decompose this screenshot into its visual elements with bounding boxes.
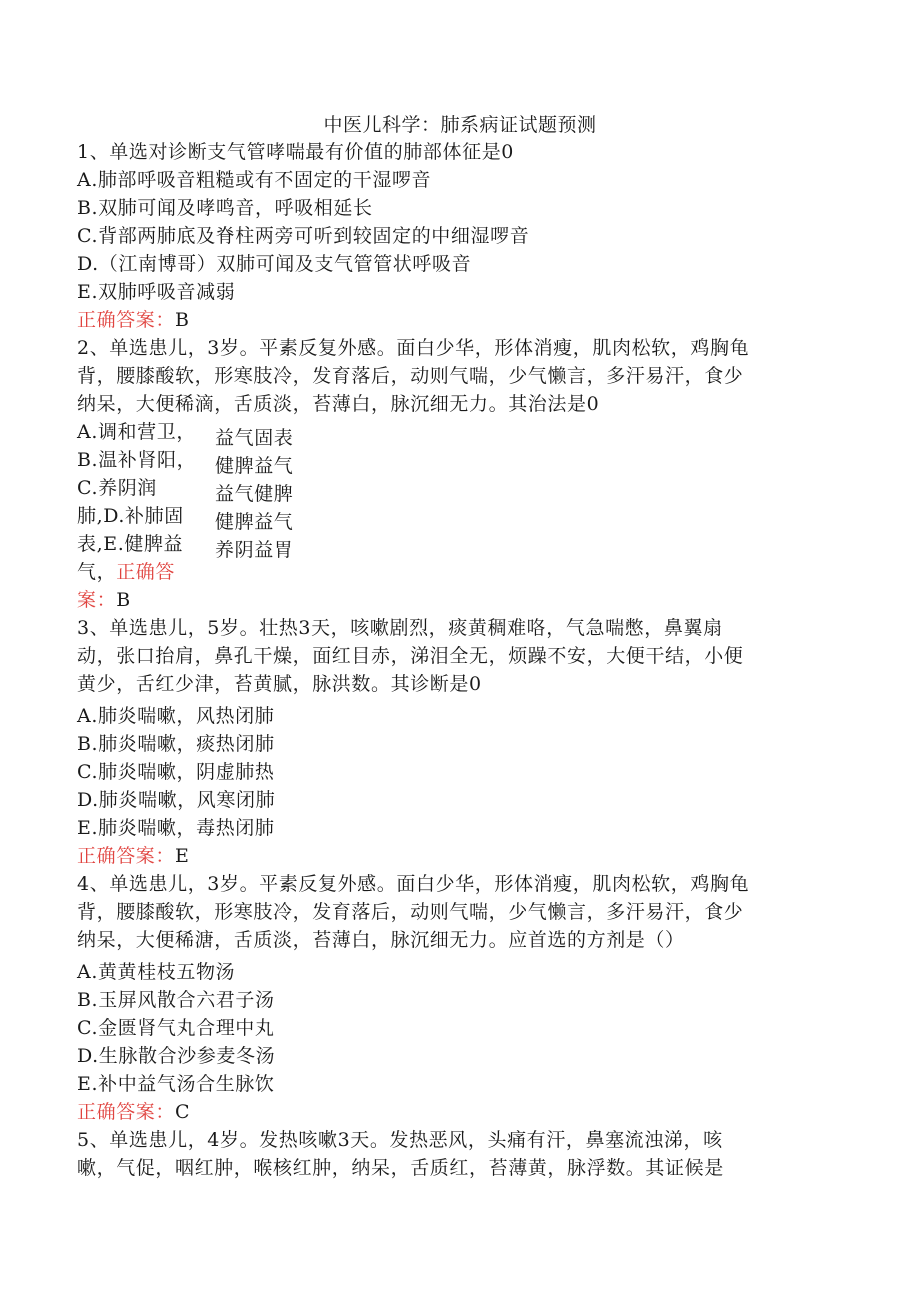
answer-label: 正确答案： bbox=[77, 845, 176, 867]
question-3-option-a: A.肺炎喘嗽，风热闭肺 bbox=[77, 705, 275, 727]
question-4-stem-line-3: 纳呆，大便稀溏，舌质淡，苔薄白，脉沉细无力。应首选的方剂是（） bbox=[77, 929, 685, 951]
question-4-option-a: A.黄黄桂枝五物汤 bbox=[77, 961, 236, 983]
question-3-stem-line-2: 动，张口抬肩，鼻孔干燥，面红目赤，涕泪全无，烦躁不安，大便干结，小便 bbox=[77, 645, 744, 667]
question-2-left-line-4: 肺,D.补肺固 bbox=[77, 505, 184, 527]
question-1-option-a: A.肺部呼吸音粗糙或有不固定的干湿啰音 bbox=[77, 169, 432, 191]
question-2-right-line-2: 健脾益气 bbox=[215, 455, 294, 477]
question-5-stem-line-2: 嗽，气促，咽红肿，喉核红肿，纳呆，舌质红，苔薄黄，脉浮数。其证候是 bbox=[77, 1157, 724, 1179]
answer-label-part-2: 案： bbox=[77, 589, 117, 611]
question-3-option-c: C.肺炎喘嗽，阴虚肺热 bbox=[77, 761, 275, 783]
question-1-option-b: B.双肺可闻及哮鸣音，呼吸相延长 bbox=[77, 197, 373, 219]
question-3-option-b: B.肺炎喘嗽，痰热闭肺 bbox=[77, 733, 275, 755]
question-3-option-e: E.肺炎喘嗽，毒热闭肺 bbox=[77, 817, 275, 839]
question-3-answer bbox=[77, 842, 190, 870]
question-3-stem-line-3: 黄少，舌红少津，苔黄腻，脉洪数。其诊断是0 bbox=[77, 673, 482, 695]
question-4-option-b: B.玉屏风散合六君子汤 bbox=[77, 989, 275, 1011]
question-1-option-d: D.（江南博哥）双肺可闻及支气管管状呼吸音 bbox=[77, 253, 472, 275]
question-2-left-line-6 bbox=[77, 558, 175, 586]
answer-value: B bbox=[116, 589, 131, 611]
question-1-option-e: E.双肺呼吸音减弱 bbox=[77, 281, 236, 303]
answer-label: 正确答案： bbox=[77, 1101, 176, 1123]
question-4-option-e: E.补中益气汤合生脉饮 bbox=[77, 1073, 275, 1095]
answer-value: B bbox=[175, 309, 190, 331]
question-2-left-line-3: C.养阴润 bbox=[77, 477, 157, 499]
question-2-stem-line-1: 2、单选患儿，3岁。平素反复外感。面白少华，形体消瘦，肌肉松软，鸡胸龟 bbox=[77, 337, 750, 359]
question-4-stem-line-1: 4、单选患儿，3岁。平素反复外感。面白少华，形体消瘦，肌肉松软，鸡胸龟 bbox=[77, 873, 750, 895]
question-2-answer bbox=[77, 586, 131, 614]
question-2-left-line-1: A.调和营卫， bbox=[77, 421, 196, 443]
question-2-right-line-3: 益气健脾 bbox=[215, 483, 294, 505]
question-4-option-c: C.金匮肾气丸合理中丸 bbox=[77, 1017, 275, 1039]
question-2-stem-line-2: 背，腰膝酸软，形寒肢冷，发育落后，动则气喘，少气懒言，多汗易汗，食少 bbox=[77, 365, 744, 387]
question-3-option-d: D.肺炎喘嗽，风寒闭肺 bbox=[77, 789, 276, 811]
question-5-stem-line-1: 5、单选患儿，4岁。发热咳嗽3天。发热恶风，头痛有汗，鼻塞流浊涕，咳 bbox=[77, 1129, 723, 1151]
question-1-stem: 1、单选对诊断支气管哮喘最有价值的肺部体征是0 bbox=[77, 141, 514, 163]
answer-label-part-1: 正确答 bbox=[116, 561, 176, 583]
document-title: 中医儿科学：肺系病证试题预测 bbox=[323, 114, 597, 136]
question-4-stem-line-2: 背，腰膝酸软，形寒肢冷，发育落后，动则气喘，少气懒言，多汗易汗，食少 bbox=[77, 901, 744, 923]
question-4-answer bbox=[77, 1098, 190, 1126]
question-3-stem-line-1: 3、单选患儿，5岁。壮热3天，咳嗽剧烈，痰黄稠难咯，气急喘憋，鼻翼扇 bbox=[77, 617, 723, 639]
question-2-right-line-4: 健脾益气 bbox=[215, 511, 294, 533]
question-2-right-line-5: 养阴益胃 bbox=[215, 539, 294, 561]
question-4-option-d: D.生脉散合沙参麦冬汤 bbox=[77, 1045, 276, 1067]
question-1-answer bbox=[77, 306, 190, 334]
left-line-6-text: 气， bbox=[77, 561, 117, 583]
question-2-right-line-1: 益气固表 bbox=[215, 427, 294, 449]
question-2-left-line-5: 表,E.健脾益 bbox=[77, 533, 184, 555]
answer-value: E bbox=[175, 845, 190, 867]
question-2-stem-line-3: 纳呆，大便稀滴，舌质淡，苔薄白，脉沉细无力。其治法是0 bbox=[77, 393, 600, 415]
question-1-option-c: C.背部两肺底及脊柱两旁可听到较固定的中细湿啰音 bbox=[77, 225, 530, 247]
answer-label: 正确答案： bbox=[77, 309, 176, 331]
answer-value: C bbox=[175, 1101, 191, 1123]
question-2-left-line-2: B.温补肾阳， bbox=[77, 449, 197, 471]
